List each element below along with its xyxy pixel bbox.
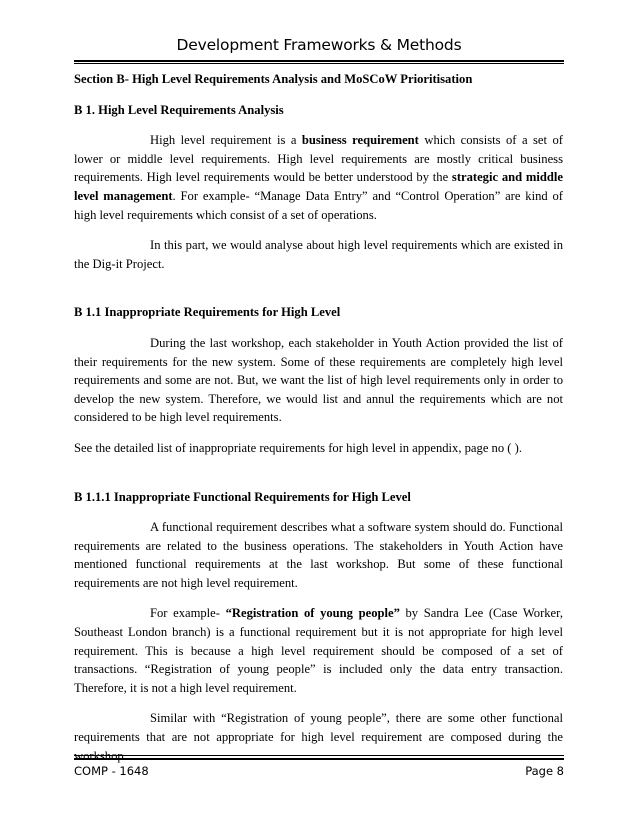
heading-b1-1-1: B 1.1.1 Inappropriate Functional Requirements for High Level — [74, 489, 411, 504]
paragraph-b111-3: Similar with “Registration of young people”, there are some other functional requirements that are not appropriate for high level requirement are composed during the workshop. — [74, 711, 563, 763]
paragraph-b111-2 — [74, 604, 563, 697]
footer-rule-thin — [74, 755, 564, 756]
text-run: by Sandra Lee (Case Worker, Southeast London branch) is a functional requirement but it is not appropriate for high level requirement. This is because a high level requirement should be composed of a set of transactions. “Registration of young people” is included only the data entry transaction. Therefore, it is not a high level requirement. — [74, 606, 563, 695]
bold-term: strategic and middle level management — [74, 170, 563, 203]
text-run: . For example- “Manage Data Entry” and “Control Operation” are kind of high level requirements which consist of a set of operations. — [74, 188, 563, 222]
text-run: For example- — [150, 606, 226, 621]
text-run: which consists of a set of lower or middle level requirements. High level requirements are mostly critical business requirements. High level requirements would be better understood by the — [74, 133, 563, 185]
paragraph-b11-2: See the detailed list of inappropriate requirements for high level in appendix, page no ( ). — [74, 440, 522, 455]
section-title: Section B- High Level Requirements Analysis and MoSCoW Prioritisation — [74, 72, 473, 86]
footer-page-number: Page 8 — [525, 764, 564, 778]
header-rule-thick — [74, 60, 564, 62]
bold-term: business requirement — [301, 133, 419, 148]
bold-term: “Registration of young people” — [225, 606, 400, 621]
paragraph-b11-1: During the last workshop, each stakeholder in Youth Action provided the list of their requirements for the new system. Some of these requirements are completely high level requirements and some are not. But, we want the list of high level requirements only in order to develop the new system. Therefore, we would list and annul the requirements which are not considered to be high level requirements. — [74, 335, 563, 425]
paragraph-b111-1: A functional requirement describes what a software system should do. Functional requirements are related to the business operations. The stakeholders in Youth Action have mentioned functional requirements at the last workshop. But some of these functional requirements are not high level requirement. — [74, 520, 563, 590]
footer-rule-thick — [74, 758, 564, 760]
header-rule-thin — [74, 63, 564, 64]
text-run: High level requirement is a — [150, 133, 302, 148]
paragraph-b1-2: In this part, we would analyse about high level requirements which are existed in the Dig-it Project. — [74, 238, 563, 271]
heading-b1-1: B 1.1 Inappropriate Requirements for High Level — [74, 305, 341, 320]
paragraph-b1-1 — [74, 131, 563, 224]
footer-course-code: COMP - 1648 — [74, 764, 149, 778]
page-header-title: Development Frameworks & Methods — [176, 36, 462, 54]
page-content — [74, 70, 563, 765]
heading-b1: B 1. High Level Requirements Analysis — [74, 102, 284, 117]
page-footer — [74, 764, 564, 778]
